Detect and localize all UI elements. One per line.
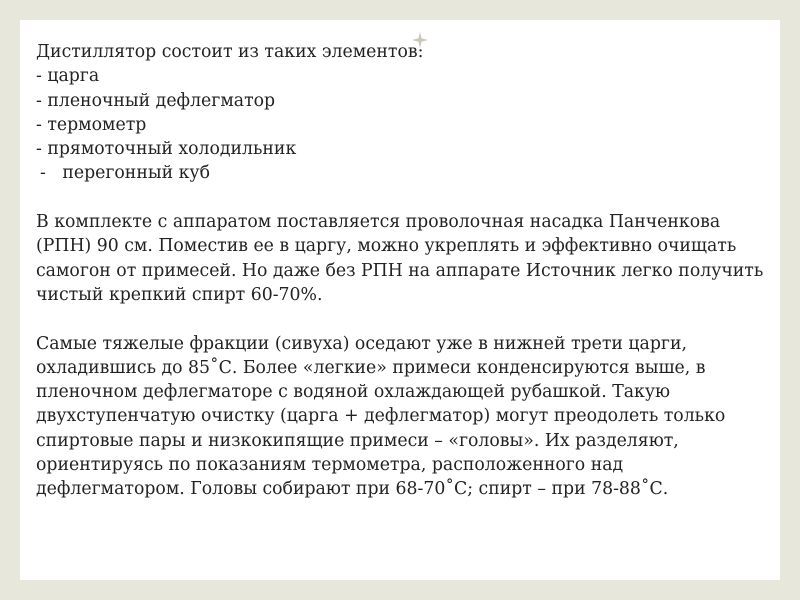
intro-line: Дистиллятор состоит из таких элементов: (36, 42, 424, 62)
paragraph-fractions: Самые тяжелые фракции (сивуха) оседают уже в нижней трети царги, охладившись до 85˚С. Более «легкие» примеси конденсируются выше, в пленочном дефлегматоре с водяной охлаждающей рубашкой. Такую двухступенчатую очистку (царга + дефлегматор) могут преодолеть только спиртовые пары и низкокипящие примеси – «головы». Их разделяют, ориентируясь по показаниям термометра, расположенного над дефлегматором. Головы собирают при 68-70˚С; спирт – при 78-88˚С. (36, 333, 726, 500)
list-item-boiler: - перегонный куб (40, 163, 210, 184)
element-list (36, 64, 766, 185)
list-item-dephlegmator: - пленочный дефлегматор (36, 90, 276, 111)
list-item-condenser: - прямоточный холодильник (36, 139, 297, 160)
list-item-thermometer: - термометр (36, 114, 147, 135)
list-item-tsarga: - царга (36, 66, 100, 87)
paragraph-rpn: В комплекте с аппаратом поставляется проволочная насадка Панченкова (РПН) 90 см. Поместив ее в царгу, можно укреплять и эффективно очищать самогон от примесей. Но даже без РПН на аппарате Источник легко получить чистый крепкий спирт 60-70%. (36, 212, 764, 305)
slide-text (36, 40, 766, 502)
